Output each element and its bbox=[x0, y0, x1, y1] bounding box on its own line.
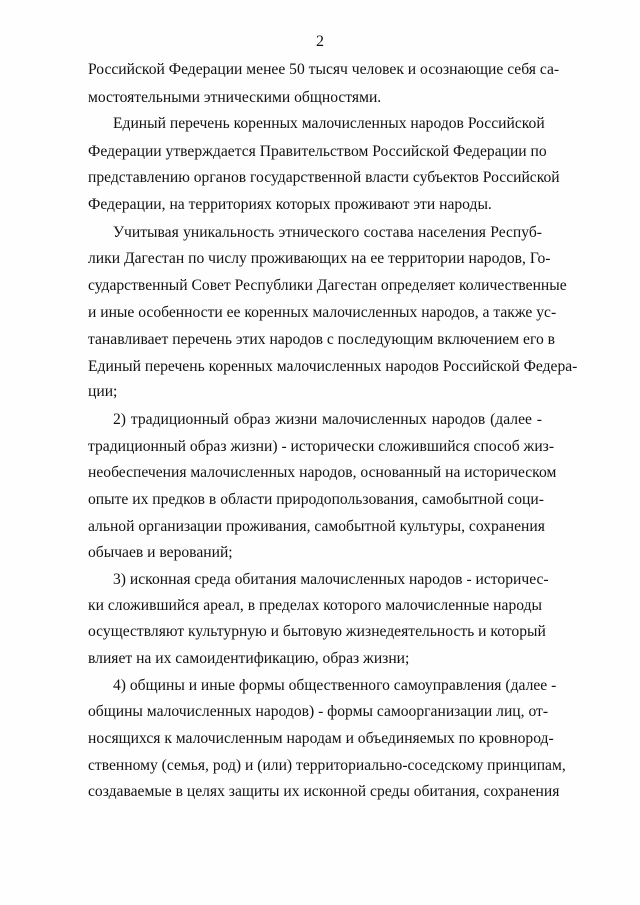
text-line: носящихся к малочисленным народам и объединяемых по кровнород- bbox=[88, 730, 554, 747]
text-line: обычаев и верований; bbox=[88, 544, 233, 561]
text-line: традиционный образ жизни) - исторически сложившийся способ жиз- bbox=[88, 438, 555, 455]
text-line: осуществляют культурную и бытовую жизнедеятельность и который bbox=[88, 623, 546, 640]
text-line: Единый перечень коренных малочисленных народов Российской bbox=[113, 115, 545, 132]
text-line: влияет на их самоидентификацию, образ жизни; bbox=[88, 650, 410, 667]
text-line: Учитывая уникальность этнического состава населения Респуб- bbox=[113, 224, 542, 241]
text-line: танавливает перечень этих народов с последующим включением его в bbox=[88, 331, 556, 348]
text-line: 2) традиционный образ жизни малочисленных народов (далее - bbox=[113, 411, 542, 428]
text-line: мостоятельными этническими общностями. bbox=[88, 89, 382, 106]
text-line: Российской Федерации менее 50 тысяч человек и осознающие себя са- bbox=[88, 61, 560, 78]
text-line: альной организации проживания, самобытной культуры, сохранения bbox=[88, 518, 545, 535]
text-line: опыте их предков в области природопользования, самобытной соци- bbox=[88, 491, 544, 508]
page-number: 2 bbox=[316, 33, 324, 50]
text-line: ки сложившийся ареал, в пределах которого малочисленные народы bbox=[88, 597, 542, 614]
text-line: ции; bbox=[88, 383, 118, 400]
text-line: общины малочисленных народов) - формы самоорганизации лиц, от- bbox=[88, 703, 549, 720]
text-line: представлению органов государственной власти субъектов Российской bbox=[88, 169, 560, 186]
text-line: 3) исконная среда обитания малочисленных народов - историчес- bbox=[113, 571, 549, 588]
text-line: создаваемые в целях защиты их исконной среды обитания, сохранения bbox=[88, 783, 560, 800]
text-line: необеспечения малочисленных народов, основанный на историческом bbox=[88, 464, 557, 481]
text-line: лики Дагестан по числу проживающих на ее территории народов, Го- bbox=[88, 250, 551, 267]
text-line: Единый перечень коренных малочисленных народов Российской Федера- bbox=[88, 358, 578, 375]
text-line: Федерации, на территориях которых проживают эти народы. bbox=[88, 196, 492, 213]
text-line: ственному (семья, род) и (или) территориально-соседскому принципам, bbox=[88, 757, 566, 774]
text-line: Федерации утверждается Правительством Российской Федерации по bbox=[88, 143, 547, 160]
text-line: сударственный Совет Республики Дагестан определяет количественные bbox=[88, 277, 567, 294]
text-line: 4) общины и иные формы общественного самоуправления (далее - bbox=[113, 677, 557, 694]
text-line: и иные особенности ее коренных малочисленных народов, а также ус- bbox=[88, 304, 557, 321]
